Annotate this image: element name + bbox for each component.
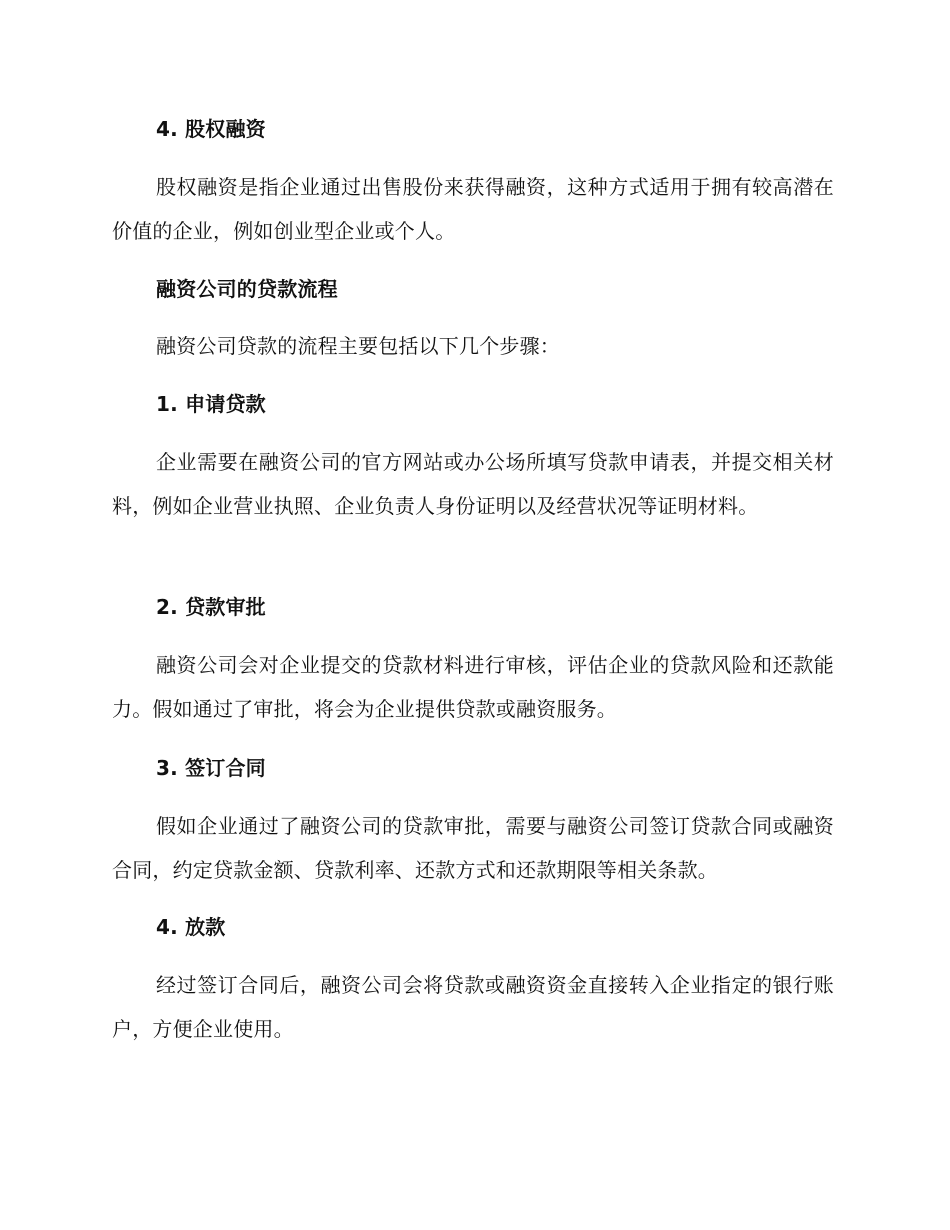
paragraph-loan-process-intro: 融资公司贷款的流程主要包括以下几个步骤：	[156, 334, 560, 358]
paragraph-apply: 企业需要在融资公司的官方网站或办公场所填写贷款申请表，并提交相关材料，例如企业营业执照、企业负责人身份证明以及经营状况等证明材料。	[112, 450, 834, 518]
section-heading-equity-financing: 4. 股权融资	[156, 117, 266, 141]
step-heading-contract: 3. 签订合同	[156, 756, 266, 780]
paragraph-disbursement: 经过签订合同后，融资公司会将贷款或融资资金直接转入企业指定的银行账户，方便企业使用。	[112, 973, 834, 1041]
paragraph-equity-financing: 股权融资是指企业通过出售股份来获得融资，这种方式适用于拥有较高潜在价值的企业，例如创业型企业或个人。	[112, 175, 834, 243]
step-heading-approval: 2. 贷款审批	[156, 595, 266, 619]
paragraph-contract: 假如企业通过了融资公司的贷款审批，需要与融资公司签订贷款合同或融资合同，约定贷款金额、贷款利率、还款方式和还款期限等相关条款。	[112, 814, 834, 882]
step-heading-disbursement: 4. 放款	[156, 915, 226, 939]
step-heading-apply: 1. 申请贷款	[156, 392, 266, 416]
paragraph-approval: 融资公司会对企业提交的贷款材料进行审核，评估企业的贷款风险和还款能力。假如通过了审批，将会为企业提供贷款或融资服务。	[112, 653, 834, 721]
section-heading-loan-process: 融资公司的贷款流程	[156, 277, 338, 301]
